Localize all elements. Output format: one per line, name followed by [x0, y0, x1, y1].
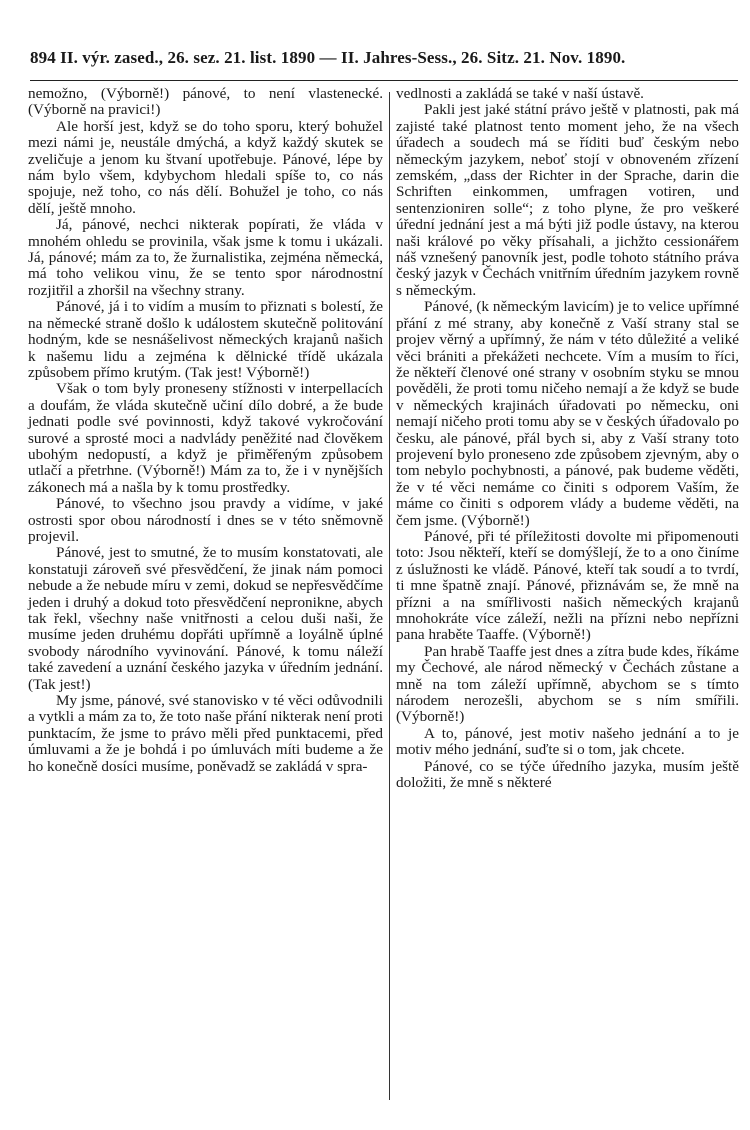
paragraph: Pakli jest jaké státní právo ještě v platnosti, pak má zajisté také platnost tento moment jeho, že na všech úřadech a soudech má se říditi buď českým nebo německým jazykem, neboť stojí v obnoveném zřízení zemském, „dass der Richter in der Sprache, darin die Schriften einkommen, umfragen votiren, und sentenzioniren solle“; z toho plyne, že pro veškeré úřední jednání jest a má býti již podle ústavy, na kterou naši králové po věky přísahali, a jichžto cessionářem náš vznešený panovník jest, podle tohoto státního práva český jazyk v Čechách vnitřním úředním jazykem rovně s německým.: [396, 101, 739, 299]
right-column: [396, 86, 739, 791]
paragraph: Ale horší jest, když se do toho sporu, který bohužel mezi námi je, neustále dmýchá, a když každý skutek se zveličuje a jenom ku štvaní upotřebuje. Pánové, lépe by nám bylo všem, kdybychom hledali spíše to, co nás spojuje, než toho, co nás dělí. Bohužel je toho, co nás dělí, ještě mnoho.: [28, 117, 383, 217]
paragraph: My jsme, pánové, své stanovisko v té věci odůvodnili a vytkli a mám za to, že toto naše přání nikterak není proti punktacím, že jsme to právo měli před punktacemi, před úmluvami a že je bohdá i po úmluvách míti budeme a že ho konečně dosíci musíme, poněvadž se zakládá v spra-: [28, 692, 383, 775]
paragraph: Pánové, jest to smutné, že to musím konstatovati, ale konstatuji zároveň své přesvědčení, že jinak nám pomoci nebude a že nebude míru v zemi, dokud se nepřesvědčíme jeden i druhý a dokud toto přesvědčení nepronikne, abych tak řekl, všechny naše vnitřnosti a celou duši naši, že musíme jeden druhému dopřáti upřímně a loyálně úplné svobody národního vyvinování. Pánové, k tomu náleží také zavedení a uznání českého jazyka v úředním jednání. (Tak jest!): [28, 544, 383, 693]
paragraph: nemožno, (Výborně!) pánové, to není vlastenecké. (Výborně na pravici!): [28, 85, 383, 119]
paragraph: Však o tom byly proneseny stížnosti v interpellacích a doufám, že vláda skutečně učiní dílo dobré, a že bude jednati podle své povinnosti, když takové vykročování surové a sprosté moci a nadvlády peněžité nad člověkem ubohým nedopustí, a když je přiměřeným způsobem utlačí a přetrhne. (Výborně!) Mám za to, že i v nynějších zákonech má a našla by k tomu prostředky.: [28, 380, 383, 496]
paragraph: Pan hrabě Taaffe jest dnes a zítra bude kdes, říkáme my Čechové, ale národ německý v Čechách zůstane a mně na tom záleží upřímně, abychom se s tímto národem nerozešli, abychom se s ním smířili. (Výborně!): [396, 642, 739, 726]
paragraph: vedlnosti a zakládá se také v naší ústavě.: [396, 85, 644, 102]
column-divider: [389, 92, 390, 1100]
paragraph: Pánové, to všechno jsou pravdy a vidíme, v jaké ostrosti spor obou národností i dnes se v této sněmovně projevil.: [28, 495, 383, 545]
paragraph: A to, pánové, jest motiv našeho jednání a to je motiv mého jednání, suďte si o tom, jak chcete.: [396, 724, 739, 759]
header-rule: [30, 80, 738, 81]
paragraph: Pánové, při té příležitosti dovolte mi připomenouti toto: Jsou někteří, kteří se domýšlejí, že to a ono činíme z úslužnosti ke vládě. Pánové, kteří tak soudí a to tvrdí, ti mne špatně znají. Pánové, přiznávám se, že mně na přízni a na smířlivosti našich německých krajanů mnohokráte více záleží, nežli na přízni nebo nepřízni pana hraběte Taaffe. (Výborně!): [396, 527, 739, 644]
paragraph: Pánové, (k německým lavicím) je to velice upřímné přání z mé strany, aby konečně z Vaší strany stal se projev věrný a upřímný, že nám v této důležité a veliké věci brániti a překážeti nechcete. Vím a musím to říci, že někteří členové oné strany v osobním styku se mnou pověděli, že proti tomu ničeho nemají a že když se bude v německých krajinách úřadovati po německu, oni nemají ničeho proti tomu aby se v českých úřadovalo po česku, ale pánové, přál bych si, aby z Vaší strany toto projevení bylo proneseno zde způsobem zjevným, aby o tom nebylo pochybnosti, a pánové, pak budeme věděti, že v té věci nemáme co činiti s odporem Vaším, že máme co činiti s odporem vlády a budeme věděti, na čem jsme. (Výborně!): [396, 298, 739, 529]
paragraph: Pánové, já i to vidím a musím to přiznati s bolestí, že na německé straně došlo k událostem skutečně politování hodným, kde se nesnášelivost německých krajanů našich k našemu lidu a zejména k dělnické třídě ukázala způsobem přímo krutým. (Tak jest! Výborně!): [28, 298, 383, 381]
left-column: [28, 86, 383, 775]
page-header: 894 II. výr. zased., 26. sez. 21. list. 1890 — II. Jahres-Sess., 26. Sitz. 21. Nov. 1890.: [30, 48, 626, 67]
paragraph: Pánové, co se týče úředního jazyka, musím ještě doložiti, že mně s některé: [396, 757, 739, 792]
paragraph: Já, pánové, nechci nikterak popírati, že vláda v mnohém ohledu se provinila, však jsme k tomu i ukázali. Já, pánové; mám za to, že žurnalistika, zejména německá, má toho velikou vinu, že se tento spor národnostní rozjitřil a zhoršil na všechny strany.: [28, 216, 383, 299]
